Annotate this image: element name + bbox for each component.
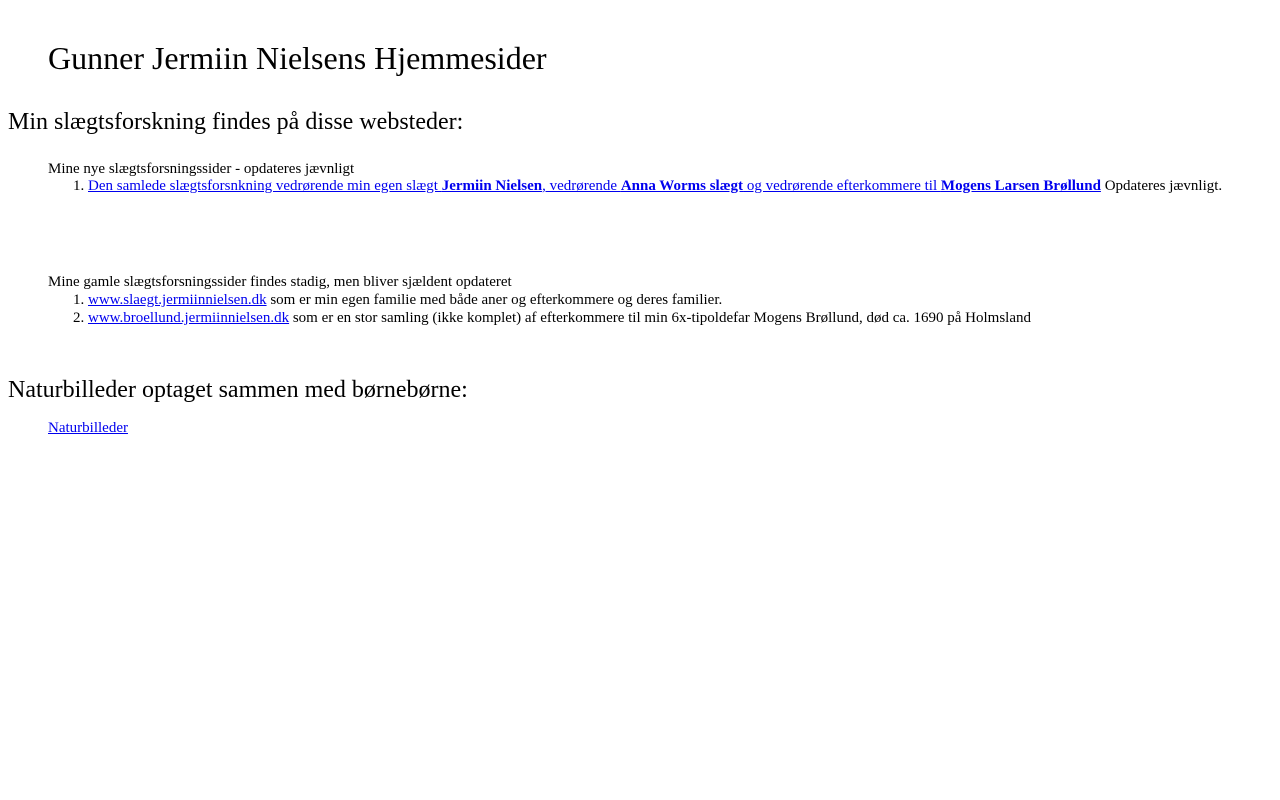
anna-worms-text: Anna Worms slægt [620, 178, 744, 194]
link-text: , vedrørende [542, 178, 621, 194]
mogens-larsen-text: Mogens Larsen Brøllund [940, 178, 1101, 194]
old-sites-label: Mine gamle slægtsforsningssider findes stadig, men bliver sjældent opdateret [48, 274, 512, 290]
broellund-site-link[interactable]: www.broellund.jermiinnielsen.dk [88, 310, 290, 326]
jermiin-nielsen-text: Jermiin Nielsen [441, 178, 543, 194]
link-text: Den samlede slægtsforsnkning vedrørende min egen slægt [88, 178, 442, 194]
new-sites-section [48, 160, 1248, 199]
page-title: Gunner Jermiin Nielsens Hjemmesider [48, 40, 547, 76]
complete-genealogy-link[interactable] [88, 178, 1101, 194]
new-sites-list [48, 174, 1248, 199]
genealogy-heading: Min slægtsforskning findes på disse websteder: [8, 109, 464, 135]
list-item [88, 309, 1248, 327]
old-sites-section [48, 273, 1248, 327]
nature-section [48, 420, 1248, 437]
list-item [88, 174, 1248, 199]
update-note: Opdateres jævnligt. [1100, 178, 1223, 194]
link-text: og vedrørende efterkommere til [743, 178, 941, 194]
old-sites-list [48, 291, 1248, 327]
slaegt-site-link[interactable]: www.slaegt.jermiinnielsen.dk [88, 292, 267, 308]
site-description: som er min egen familie med både aner og efterkommere og deres familier. [266, 292, 723, 308]
nature-photos-link[interactable]: Naturbilleder [48, 420, 128, 436]
new-sites-label: Mine nye slægtsforsningssider - opdateres jævnligt [48, 161, 355, 177]
nature-heading: Naturbilleder optaget sammen med børnebørne: [8, 377, 468, 403]
list-item [88, 291, 1248, 309]
site-description: som er en stor samling (ikke komplet) af efterkommere til min 6x-tipoldefar Mogens Brøllund, død ca. 1690 på Holmsland [289, 310, 1031, 326]
